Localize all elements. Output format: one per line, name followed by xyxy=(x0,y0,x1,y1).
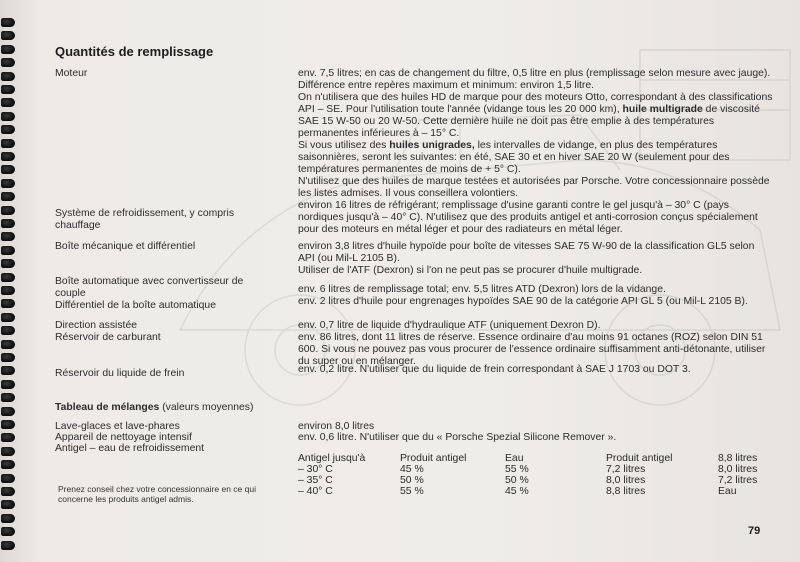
label-refroidissement: Système de refroidissement, y compris chauffage xyxy=(55,208,235,231)
cell: 45 % xyxy=(505,486,529,497)
binding-ring xyxy=(1,206,15,215)
label-nettoyage: Appareil de nettoyage intensif xyxy=(55,432,192,443)
text-lave-glaces: environ 8,0 litres xyxy=(298,421,375,432)
binding-ring xyxy=(1,192,15,201)
cell: Antigel jusqu'à xyxy=(298,453,366,464)
cell: 7,2 litres xyxy=(718,475,758,486)
binding-ring xyxy=(1,353,15,362)
cell: 50 % xyxy=(400,475,424,486)
label-carburant: Réservoir de carburant xyxy=(55,332,161,343)
binding-ring xyxy=(1,232,15,241)
cell: Produit antigel xyxy=(400,453,467,464)
page-title: Quantités de remplissage xyxy=(55,44,214,59)
moteur-p4b: les intervalles de vidange, en plus des températures saisonnières, seront les suivantes: en été, SAE 30 et en hiver SAE 20 W (seulement pour des températures permanentes de moins de + 5° C). xyxy=(298,140,730,175)
text-moteur xyxy=(298,68,773,200)
binding-ring xyxy=(1,246,15,255)
binding-ring xyxy=(1,299,15,308)
mixture-heading-bold: Tableau de mélanges xyxy=(55,402,160,413)
binding-ring xyxy=(1,179,15,188)
binding-ring xyxy=(1,340,15,349)
mixture-heading xyxy=(55,402,315,414)
label-frein: Réservoir du liquide de frein xyxy=(55,368,185,379)
text-frein: env. 0,2 litre. N'utiliser que du liquide de frein correspondant à SAE J 1703 ou DOT 3. xyxy=(298,364,691,375)
col-antigel xyxy=(298,453,365,497)
boite-mecanique-p2: Utiliser de l'ATF (Dexron) si l'on ne peut pas se procurer d'huile multigrade. xyxy=(298,265,643,276)
moteur-p4-bold: huiles unigrades, xyxy=(389,140,475,151)
col-eau-litres xyxy=(718,453,757,497)
binding-ring xyxy=(1,474,15,483)
text-differentiel-auto: env. 2 litres d'huile pour engrenages hypoïdes SAE 90 de la catégorie API GL 5 (ou Mil-L 2105 B). xyxy=(298,296,748,307)
cell: 55 % xyxy=(400,486,424,497)
label-moteur: Moteur xyxy=(55,68,88,79)
binding-ring xyxy=(1,433,15,442)
moteur-p4 xyxy=(298,140,773,176)
cell: – 30° C xyxy=(298,464,333,475)
binding-ring xyxy=(1,460,15,469)
cell: 55 % xyxy=(505,464,529,475)
binding-ring xyxy=(1,366,15,375)
binding-ring xyxy=(1,98,15,107)
binding-ring xyxy=(1,139,15,148)
binding-ring xyxy=(1,152,15,161)
cell: 8,8 litres xyxy=(606,486,646,497)
moteur-p5: N'utilisez que des huiles de marque testées et autorisées par Porsche. Votre concessionnaire possède les listes admises. Il vous conseillera volontiers. xyxy=(298,176,770,199)
moteur-p3a: On n'utilisera que des huiles HD de marque pour des moteurs Otto, correspondant à des classifications API – SE. Pour l'utilisation toute l'année (vidange tous les 20 000 km), xyxy=(298,92,773,115)
binding-ring xyxy=(1,125,15,134)
binding-ring xyxy=(1,447,15,456)
cell: – 35° C xyxy=(298,475,333,486)
cell: 8,8 litres xyxy=(718,453,758,464)
binding-ring xyxy=(1,18,15,27)
binding-ring xyxy=(1,286,15,295)
binding-ring xyxy=(1,273,15,282)
label-differentiel-auto: Différentiel de la boîte automatique xyxy=(55,300,216,311)
moteur-p2: Différence entre repères maximum et minimum: environ 1,5 litre. xyxy=(298,80,595,91)
binding-ring xyxy=(1,514,15,523)
cell: – 40° C xyxy=(298,486,333,497)
label-lave-glaces: Lave-glaces et lave-phares xyxy=(55,421,180,432)
cell: Eau xyxy=(505,453,524,464)
text-nettoyage: env. 0,6 litre. N'utiliser que du « Porsche Spezial Silicone Remover ». xyxy=(298,432,617,443)
cell: 50 % xyxy=(505,475,529,486)
binding-ring xyxy=(1,72,15,81)
text-carburant: env. 86 litres, dont 11 litres de réserve. Essence ordinaire d'au moins 91 octanes (ROZ) selon DIN 51 600. Si vous ne pouvez pas vous procurer de l'essence ordinaire suffisamment anti-détonante, utiliser du super ou en mélanger. xyxy=(298,332,766,367)
text-refroidissement: environ 16 litres de réfrigérant; remplissage d'usine garanti contre le gel jusqu'à – 30° C (pays nordiques jusqu'à – 40° C). N'utilisez que des produits antigel et anti-corrosion conçus spécialement pour des moteurs en métal léger et pour des radiateurs en métal léger. xyxy=(298,200,758,235)
binding-ring xyxy=(1,407,15,416)
binding-ring xyxy=(1,500,15,509)
mixture-heading-rest: (valeurs moyennes) xyxy=(159,402,254,413)
spiral-binding xyxy=(0,18,22,558)
binding-ring xyxy=(1,219,15,228)
moteur-p3b: de viscosité SAE 15 W-50 ou 20 W-50. Cette dernière huile ne doit pas être emplie à des températures permanentes inférieures à – 15° C. xyxy=(298,104,760,139)
label-boite-auto: Boîte automatique avec convertisseur de couple xyxy=(55,276,244,299)
label-boite-mecanique: Boîte mécanique et différentiel xyxy=(55,241,196,252)
binding-ring xyxy=(1,527,15,536)
cell: 45 % xyxy=(400,464,424,475)
binding-ring xyxy=(1,259,15,268)
boite-mecanique-p1: environ 3,8 litres d'huile hypoïde pour boîte de vitesses SAE 75 W-90 de la classification GL5 selon API (ou Mil-L 2105 B). xyxy=(298,241,755,264)
label-antigel: Antigel – eau de refroidissement xyxy=(55,443,205,454)
cell: 8,0 litres xyxy=(606,475,646,486)
binding-ring xyxy=(1,85,15,94)
col-eau xyxy=(505,453,529,497)
binding-ring xyxy=(1,393,15,402)
binding-ring xyxy=(1,165,15,174)
binding-ring xyxy=(1,313,15,322)
binding-ring xyxy=(1,326,15,335)
binding-ring xyxy=(1,487,15,496)
binding-ring xyxy=(1,31,15,40)
moteur-p1: env. 7,5 litres; en cas de changement du filtre, 0,5 litre en plus (remplissage selon mesure avec jauge). xyxy=(298,68,771,79)
page-number: 79 xyxy=(748,525,761,537)
cell: 8,0 litres xyxy=(718,464,758,475)
moteur-p3-bold: huile multigrade xyxy=(622,104,703,115)
label-direction: Direction assistée xyxy=(55,320,138,331)
binding-ring xyxy=(1,380,15,389)
binding-ring xyxy=(1,541,15,550)
cell: Eau xyxy=(718,486,737,497)
binding-ring xyxy=(1,420,15,429)
col-produit xyxy=(400,453,466,497)
binding-ring xyxy=(1,58,15,67)
moteur-p4a: Si vous utilisez des xyxy=(298,140,390,151)
col-produit-litres xyxy=(606,453,672,497)
moteur-p3 xyxy=(298,92,773,140)
binding-ring xyxy=(1,112,15,121)
cell: 7,2 litres xyxy=(606,464,646,475)
binding-ring xyxy=(1,45,15,54)
cell: Produit antigel xyxy=(606,453,673,464)
text-boite-mecanique xyxy=(298,241,773,277)
text-direction: env. 0,7 litre de liquide d'hydraulique ATF (uniquement Dexron D). xyxy=(298,320,601,331)
antigel-note: Prenez conseil chez votre concessionnaire en ce qui concerne les produits antigel admis. xyxy=(58,484,256,504)
text-boite-auto: env. 6 litres de remplissage total; env. 5,5 litres ATD (Dexron) lors de la vidange. xyxy=(298,284,666,295)
